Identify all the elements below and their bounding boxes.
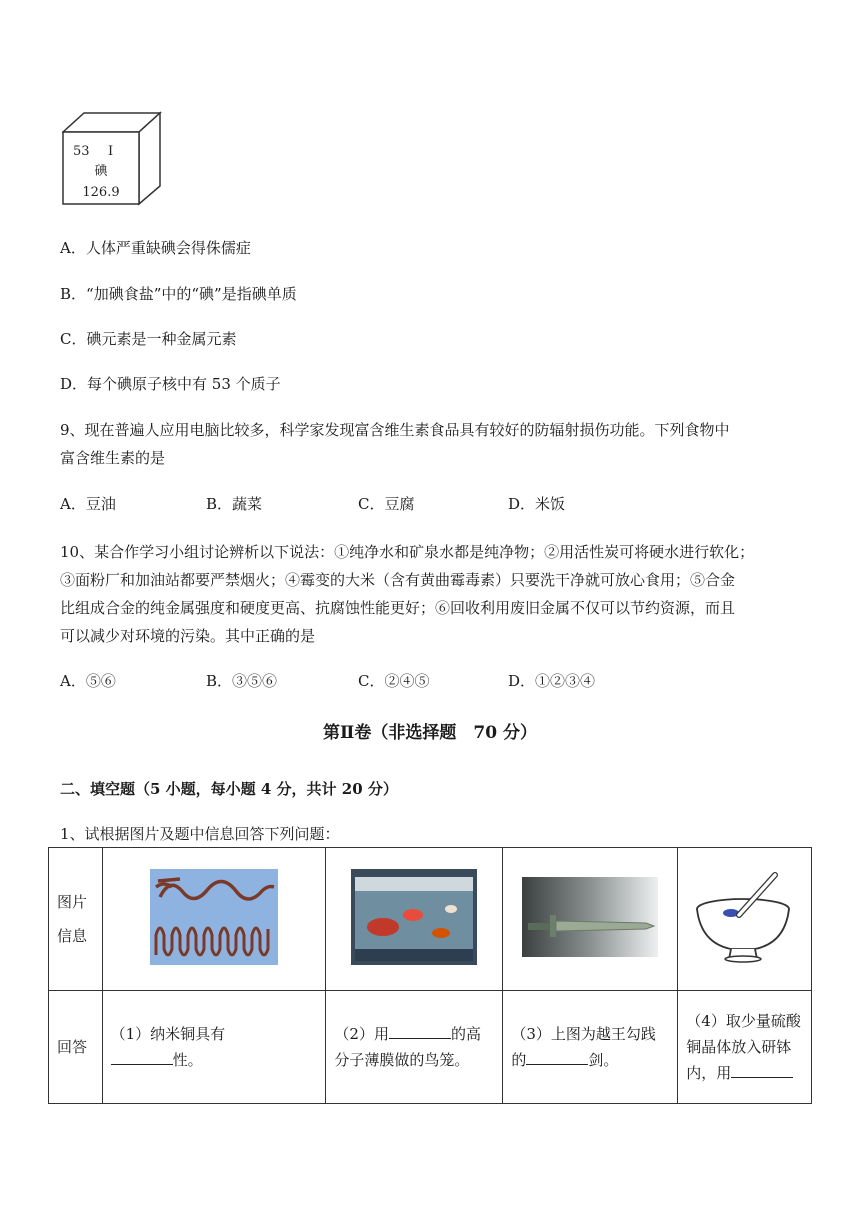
q10-option-a: A．⑤⑥ bbox=[60, 672, 116, 690]
answer-2-mid: 的高 bbox=[450, 1025, 481, 1043]
table-row-answers bbox=[49, 991, 812, 1104]
answer-1-blank[interactable] bbox=[111, 1050, 173, 1065]
iodine-element-card bbox=[62, 110, 167, 210]
fish-tank-membrane-image bbox=[351, 869, 477, 965]
answer-3-blank[interactable] bbox=[526, 1050, 588, 1065]
answer-1-suffix: 性。 bbox=[172, 1051, 203, 1069]
q10-line-3: 比组成合金的纯金属强度和硬度更高、抗腐蚀性能更好；⑥回收利用废旧金属不仅可以节约资源，而且 bbox=[60, 599, 736, 617]
q9-line-1: 9、现在普遍人应用电脑比较多，科学家发现富含维生素食品具有较好的防辐射损伤功能。下列食物中 bbox=[60, 421, 730, 439]
answer-4-line-2: 铜晶体放入研钵 bbox=[686, 1038, 792, 1056]
mortar-image-cell bbox=[678, 848, 812, 991]
section-ii-title: 第Ⅱ卷（非选择题 70 分） bbox=[323, 723, 537, 743]
q8-option-d: D．每个碘原子核中有 53 个质子 bbox=[60, 375, 281, 393]
fill-in-section-title: 二、填空题（5 小题，每小题 4 分，共计 20 分） bbox=[60, 780, 398, 798]
answer-3-suffix: 剑。 bbox=[588, 1051, 619, 1069]
header-line-1: 图片 bbox=[57, 893, 88, 911]
answer-cell-4 bbox=[678, 991, 812, 1104]
q9-line-2: 富含维生素的是 bbox=[60, 449, 166, 467]
answer-2-line-2: 分子薄膜做的鸟笼。 bbox=[334, 1051, 470, 1069]
answer-cell-2 bbox=[326, 991, 503, 1104]
answer-1-prefix: （1）纳米铜具有 bbox=[110, 1025, 226, 1043]
q9-option-a: A．豆油 bbox=[60, 495, 116, 513]
answer-header: 回答 bbox=[49, 991, 103, 1104]
q9-option-d: D．米饭 bbox=[508, 495, 566, 513]
header-line-2: 信息 bbox=[57, 927, 88, 945]
image-info-header bbox=[49, 848, 103, 991]
q8-option-a: A．人体严重缺碘会得侏儒症 bbox=[60, 239, 251, 257]
answer-cell-1 bbox=[102, 991, 326, 1104]
q9-option-c: C．豆腐 bbox=[358, 495, 415, 513]
q8-option-b: B．“加碘食盐”中的“碘”是指碘单质 bbox=[60, 285, 297, 303]
answer-3-prefix: 的 bbox=[511, 1051, 527, 1069]
answer-4-line-1: （4）取少量硫酸 bbox=[686, 1012, 801, 1030]
element-number: 53 bbox=[73, 144, 90, 159]
q9-option-b: B．蔬菜 bbox=[206, 495, 263, 513]
q10-option-b: B．③⑤⑥ bbox=[206, 672, 278, 690]
q10-option-d: D．①②③④ bbox=[508, 672, 596, 690]
sword-image-cell bbox=[503, 848, 678, 991]
answer-4-prefix: 内，用 bbox=[686, 1064, 732, 1082]
answer-4-blank[interactable] bbox=[731, 1063, 793, 1078]
bird-cage-image-cell bbox=[326, 848, 503, 991]
q10-line-1: 10、某合作学习小组讨论辨析以下说法：①纯净水和矿泉水都是纯净物；②用活性炭可将硬水进行软化； bbox=[60, 543, 755, 561]
fill-question-1: 1、试根据图片及题中信息回答下列问题： bbox=[60, 825, 340, 843]
table-row-images bbox=[49, 848, 812, 991]
element-mass: 126.9 bbox=[82, 185, 120, 200]
goujian-sword-image bbox=[522, 877, 658, 957]
question-table bbox=[48, 847, 812, 1104]
answer-cell-3 bbox=[503, 991, 678, 1104]
answer-3-line-1: （3）上图为越王勾践 bbox=[511, 1025, 656, 1043]
element-name: 碘 bbox=[94, 164, 108, 179]
q8-option-c: C．碘元素是一种金属元素 bbox=[60, 330, 237, 348]
q10-question bbox=[60, 538, 815, 650]
nano-copper-wire-image bbox=[150, 869, 278, 965]
nano-copper-image-cell bbox=[102, 848, 326, 991]
q10-line-2: ③面粉厂和加油站都要严禁烟火；④霉变的大米（含有黄曲霉毒素）只要洗干净就可放心食用；⑤合金 bbox=[60, 571, 736, 589]
answer-2-prefix: （2）用 bbox=[334, 1025, 389, 1043]
q10-line-4: 可以减少对环境的污染。其中正确的是 bbox=[60, 627, 316, 645]
answer-2-blank[interactable] bbox=[389, 1024, 451, 1039]
element-symbol: I bbox=[108, 144, 114, 159]
q9-question bbox=[60, 416, 815, 472]
mortar-pestle-icon bbox=[689, 867, 801, 967]
q10-option-c: C．②④⑤ bbox=[358, 672, 430, 690]
